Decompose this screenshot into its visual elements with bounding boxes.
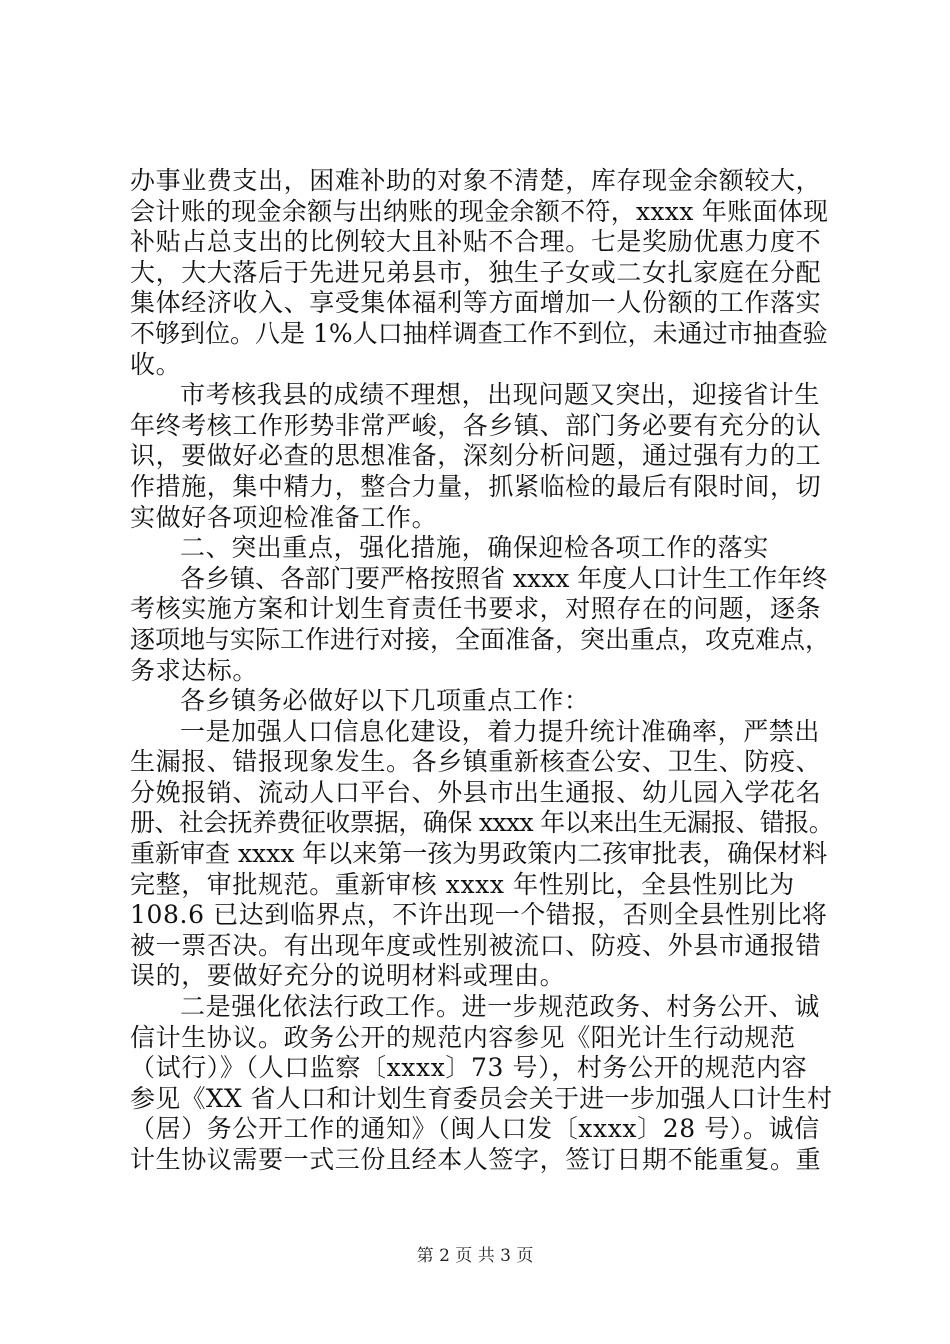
text-line: 分娩报销、流动人口平台、外县市出生通报、幼儿园入学花名 (130, 777, 822, 807)
text-line: 计生协议需要一式三份且经本人签字，签订日期不能重复。重 (130, 1145, 822, 1174)
text-line: 不够到位。八是 1%人口抽样调查工作不到位，未通过市抽查验 (130, 318, 828, 348)
text-line: 误的，要做好充分的说明材料或理由。 (130, 961, 566, 991)
text-line: 参见《XX 省人口和计划生育委员会关于进一步加强人口计生村 (130, 1083, 833, 1113)
text-line: 市考核我县的成绩不理想，出现问题又突出，迎接省计生 (180, 380, 821, 410)
text-line: 册、社会抚养费征收票据，确保 xxxx 年以来出生无漏报、错报。 (130, 808, 834, 838)
text-line: 集体经济收入、享受集体福利等方面增加一人份额的工作落实 (130, 288, 822, 318)
text-line: 各乡镇务必做好以下几项重点工作： (180, 686, 590, 716)
text-line: 年终考核工作形势非常严峻，各乡镇、部门务必要有充分的认 (130, 410, 822, 440)
text-line: 各乡镇、各部门要严格按照省 xxxx 年度人口计生工作年终 (180, 563, 828, 593)
text-line: 会计账的现金余额与出纳账的现金余额不符，xxxx 年账面体现 (130, 196, 829, 226)
text-line: 二、突出重点，强化措施，确保迎检各项工作的落实 (180, 533, 769, 563)
text-line: 收。 (130, 349, 182, 379)
text-line: 108.6 已达到临界点，不许出现一个错报，否则全县性别比将 (130, 900, 828, 930)
text-line: 逐项地与实际工作进行对接，全面准备，突出重点，攻克难点， (130, 624, 831, 654)
text-line: 考核实施方案和计划生育责任书要求，对照存在的问题，逐条 (130, 594, 822, 624)
text-line: （居）务公开工作的通知》（闽人口发〔xxxx〕28 号）。诚信 (130, 1114, 820, 1144)
text-line: 识，要做好必查的思想准备，深刻分析问题，通过强有力的工 (130, 441, 822, 471)
text-line: 二是强化依法行政工作。进一步规范政务、村务公开、诚 (180, 992, 821, 1022)
text-line: 一是加强人口信息化建设，着力提升统计准确率，严禁出 (180, 716, 821, 746)
text-line: 完整，审批规范。重新审核 xxxx 年性别比，全县性别比为 (130, 869, 795, 899)
text-line: 务求达标。 (130, 655, 259, 685)
body-text (130, 166, 835, 1176)
page-footer: 第 2 页 共 3 页 (416, 1246, 534, 1266)
text-line: （试行）》（人口监察〔xxxx〕73 号），村务公开的规范内容 (130, 1053, 808, 1083)
text-line: 大，大大落后于先进兄弟县市，独生子女或二女扎家庭在分配 (130, 257, 822, 287)
text-line: 信计生协议。政务公开的规范内容参见《阳光计生行动规范 (130, 1022, 796, 1052)
text-line: 补贴占总支出的比例较大且补贴不合理。七是奖励优惠力度不 (130, 227, 822, 257)
text-line: 生漏报、错报现象发生。各乡镇重新核查公安、卫生、防疫、 (130, 747, 822, 777)
text-line: 作措施，集中精力，整合力量，抓紧临检的最后有限时间，切 (130, 471, 822, 501)
text-line: 重新审查 xxxx 年以来第一孩为男政策内二孩审批表，确保材料 (130, 839, 828, 869)
text-line: 被一票否决。有出现年度或性别被流口、防疫、外县市通报错 (130, 930, 822, 960)
text-line: 实做好各项迎检准备工作。 (130, 502, 438, 532)
text-line: 办事业费支出，困难补助的对象不清楚，库存现金余额较大， (130, 166, 822, 195)
